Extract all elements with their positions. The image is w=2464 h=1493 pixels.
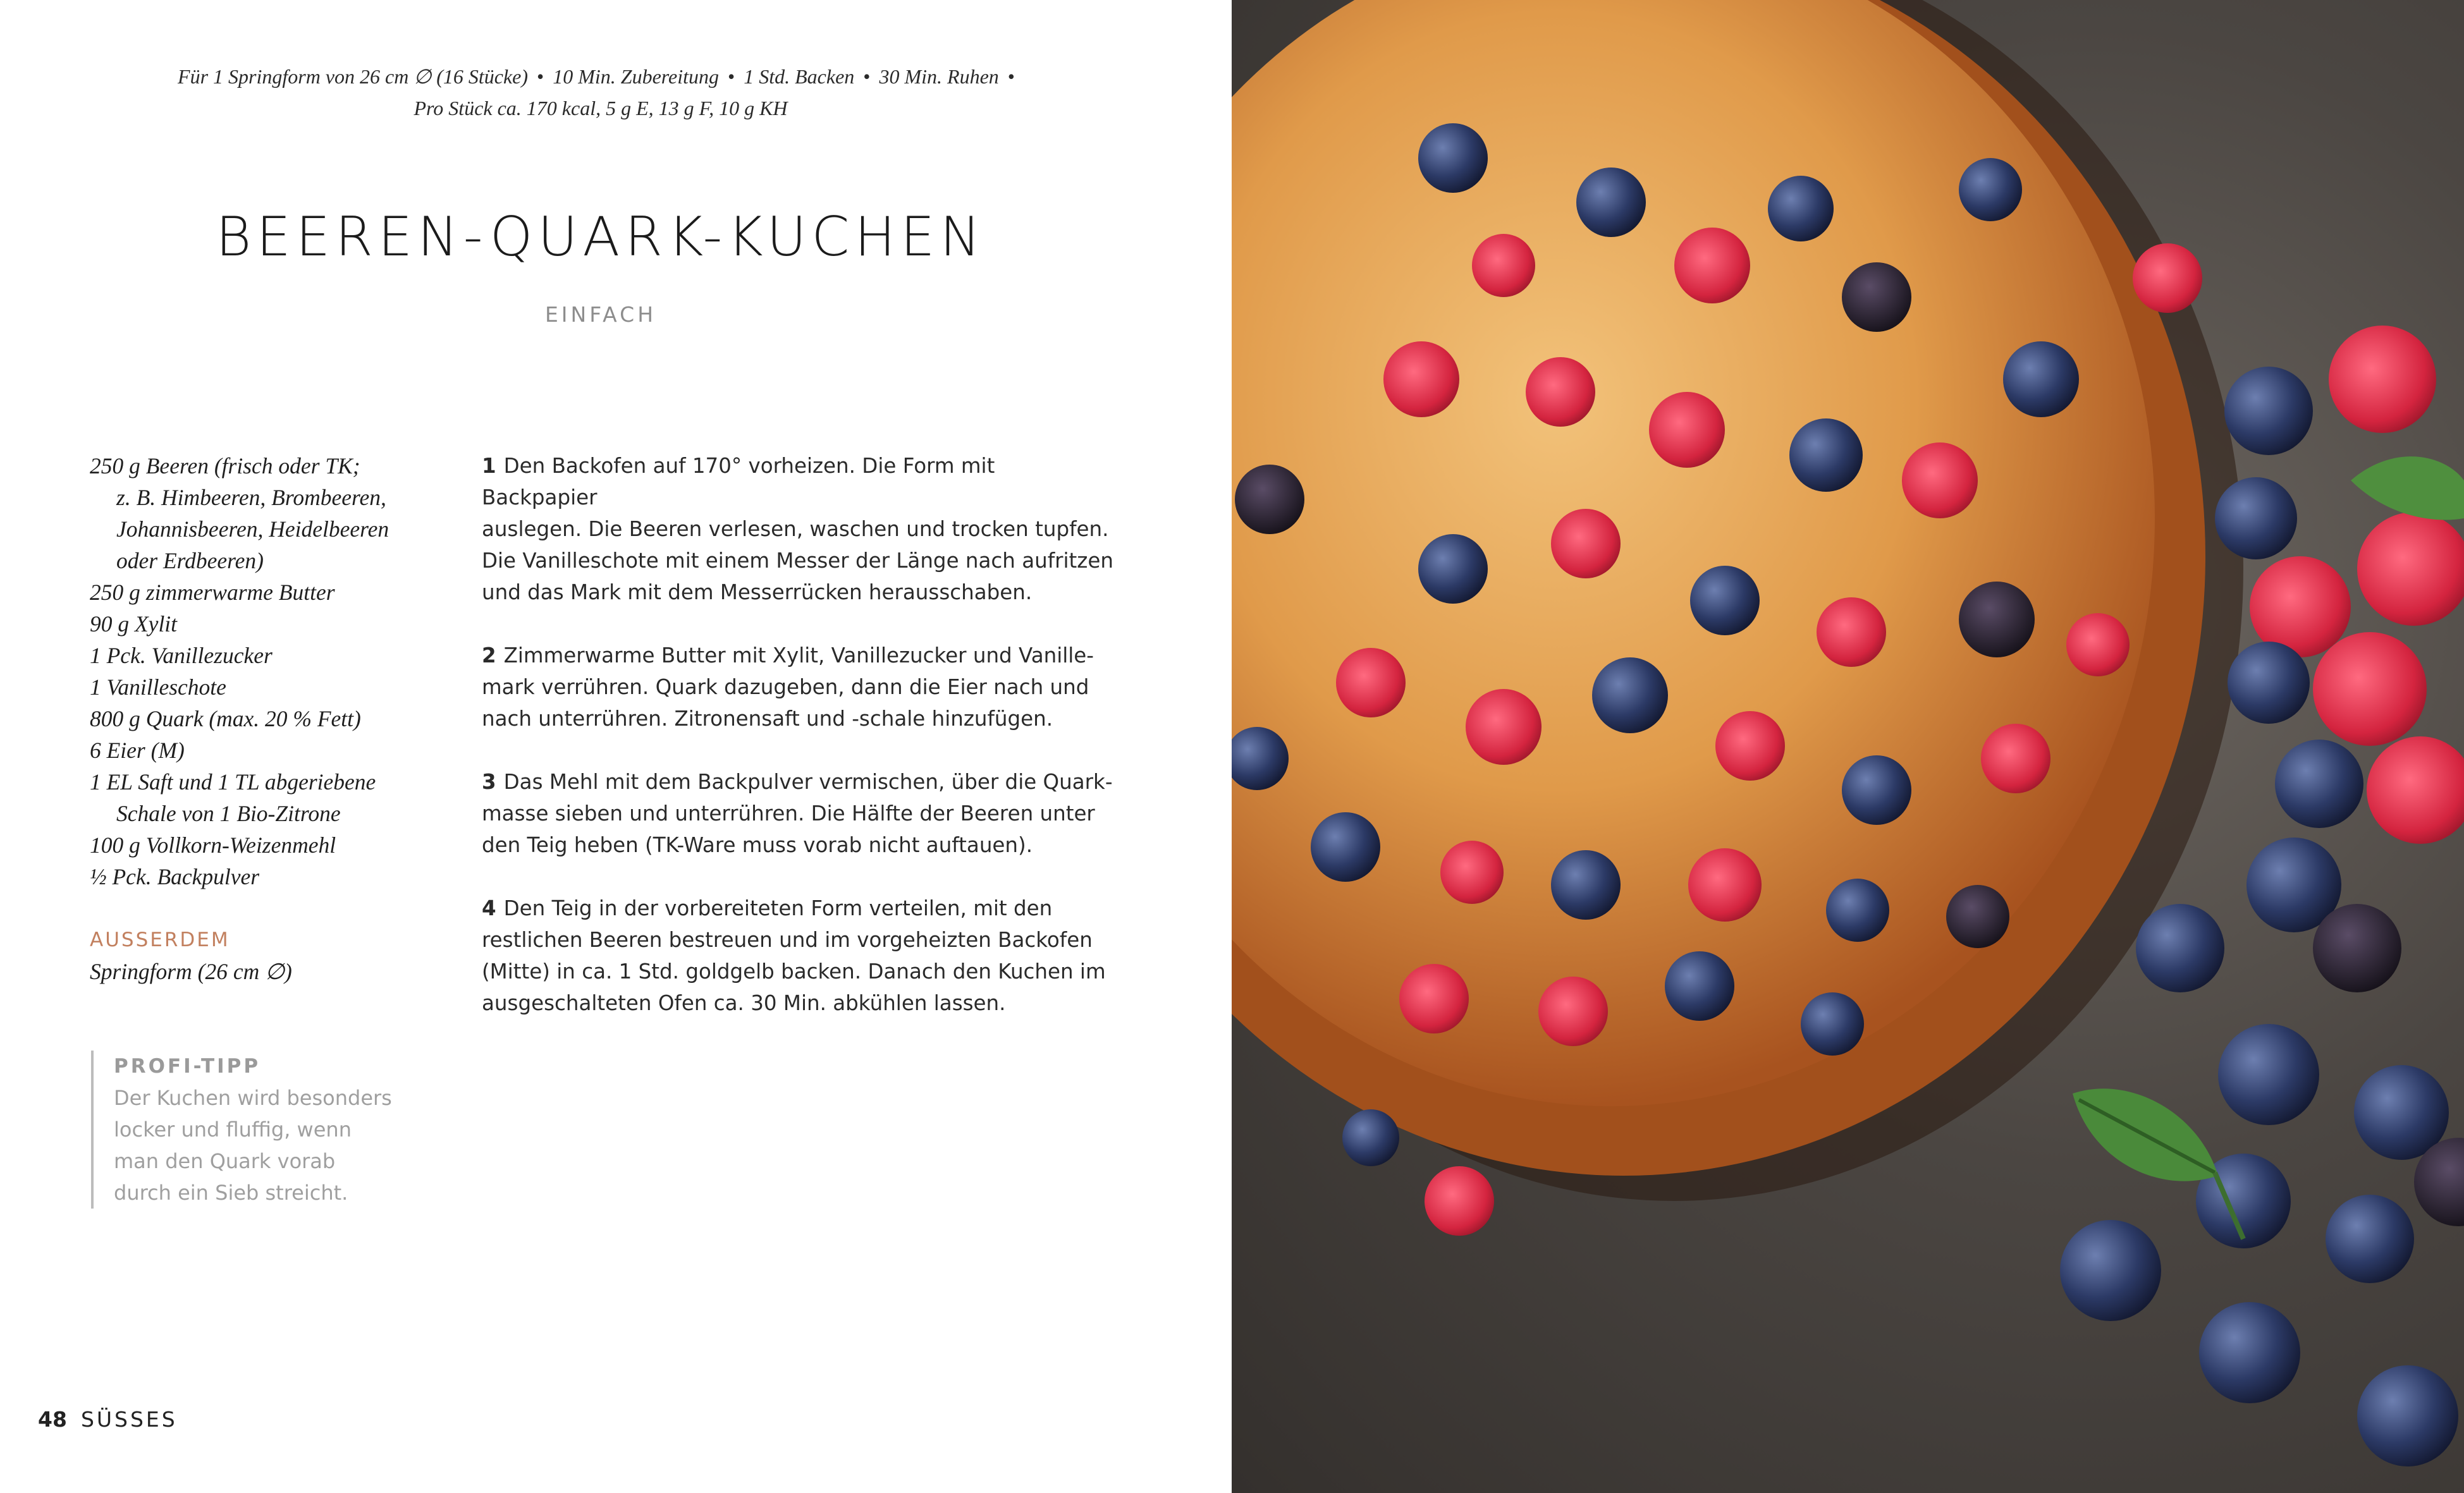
cake-illustration: [1232, 0, 2464, 1493]
ingredient-item: 1 Pck. Vanillezucker: [90, 643, 273, 668]
instruction-step: [482, 450, 1114, 608]
step-text: Den Backofen auf 170° vorheizen. Die Form mit Backpapier auslegen. Die Beeren verlesen, waschen und trocken tupfen. Die Vanilleschote mit einem Messer der Länge nach aufritzen und das Mark mit dem Messerrücken herausschaben.: [482, 454, 1113, 604]
ingredient-item: 90 g Xylit: [90, 611, 178, 637]
extra-equipment-item: Springform (26 cm ∅): [90, 959, 292, 984]
meta-bake-time: 1 Std. Backen: [744, 65, 855, 88]
ingredient-item: 250 g Beeren (frisch oder TK; z. B. Himbeeren, Brombeeren, Johannisbeeren, Heidelbeeren oder Erdbeeren): [90, 453, 389, 573]
meta-prep-time: 10 Min. Zubereitung: [553, 65, 720, 88]
meta-yield: Für 1 Springform von 26 cm ∅ (16 Stücke): [178, 65, 529, 88]
instruction-steps: [482, 450, 1114, 1051]
ingredient-item: 6 Eier (M): [90, 738, 185, 763]
step-number: 2: [482, 643, 496, 667]
difficulty-label: EINFACH: [544, 302, 657, 327]
cake-photo: [1232, 0, 2464, 1493]
meta-line-1: [95, 61, 1106, 92]
pro-tip-title: PROFI-TIPP: [114, 1055, 261, 1078]
ingredient-list: [90, 450, 444, 987]
step-text: Den Teig in der vorbereiteten Form verteilen, mit den restlichen Beeren bestreuen und im vorgeheizten Backofen (Mitte) in ca. 1 Std. goldgelb backen. Danach den Kuchen im ausgeschalteten Ofen ca. 30 Min. abkühlen lassen.: [482, 896, 1106, 1015]
page-footer: [38, 1407, 178, 1432]
step-number: 1: [482, 454, 496, 478]
instruction-step: [482, 640, 1114, 734]
step-text: Zimmerwarme Butter mit Xylit, Vanillezucker und Vanille- mark verrühren. Quark dazugeben, dann die Eier nach und nach unterrühren. Zitronensaft und -schale hinzufügen.: [482, 643, 1094, 731]
section-name: SÜSSES: [80, 1407, 178, 1432]
meta-nutrition: Pro Stück ca. 170 kcal, 5 g E, 13 g F, 10 g KH: [414, 97, 788, 119]
ingredient-item: 1 Vanilleschote: [90, 674, 226, 700]
meta-separator: •: [537, 65, 544, 88]
instruction-step: [482, 766, 1114, 861]
pro-tip-box: [91, 1051, 443, 1209]
step-text: Das Mehl mit dem Backpulver vermischen, über die Quark- masse sieben und unterrühren. Die Hälfte der Beeren unter den Teig heben (TK-Ware muss vorab nicht auftauen).: [482, 770, 1113, 857]
ingredient-item: ½ Pck. Backpulver: [90, 864, 260, 889]
meta-separator: •: [863, 65, 871, 88]
ingredient-item: 800 g Quark (max. 20 % Fett): [90, 706, 361, 731]
step-number: 4: [482, 896, 496, 920]
ingredient-item: 100 g Vollkorn-Weizenmehl: [90, 832, 336, 858]
pro-tip-text: Der Kuchen wird besonders locker und fluffig, wenn man den Quark vorab durch ein Sieb streicht.: [114, 1086, 392, 1205]
ingredient-item: 250 g zimmerwarme Butter: [90, 580, 335, 605]
recipe-meta: [95, 61, 1106, 124]
meta-separator: •: [1007, 65, 1015, 88]
page-number: 48: [38, 1407, 67, 1432]
step-number: 3: [482, 770, 496, 794]
ingredient-item: 1 EL Saft und 1 TL abgeriebene Schale von 1 Bio-Zitrone: [90, 769, 376, 826]
instruction-step: [482, 893, 1114, 1019]
meta-rest-time: 30 Min. Ruhen: [879, 65, 999, 88]
extra-equipment-label: AUSSERDEM: [90, 929, 230, 951]
recipe-title: BEEREN-QUARK-KUCHEN: [216, 205, 986, 269]
meta-separator: •: [728, 65, 735, 88]
